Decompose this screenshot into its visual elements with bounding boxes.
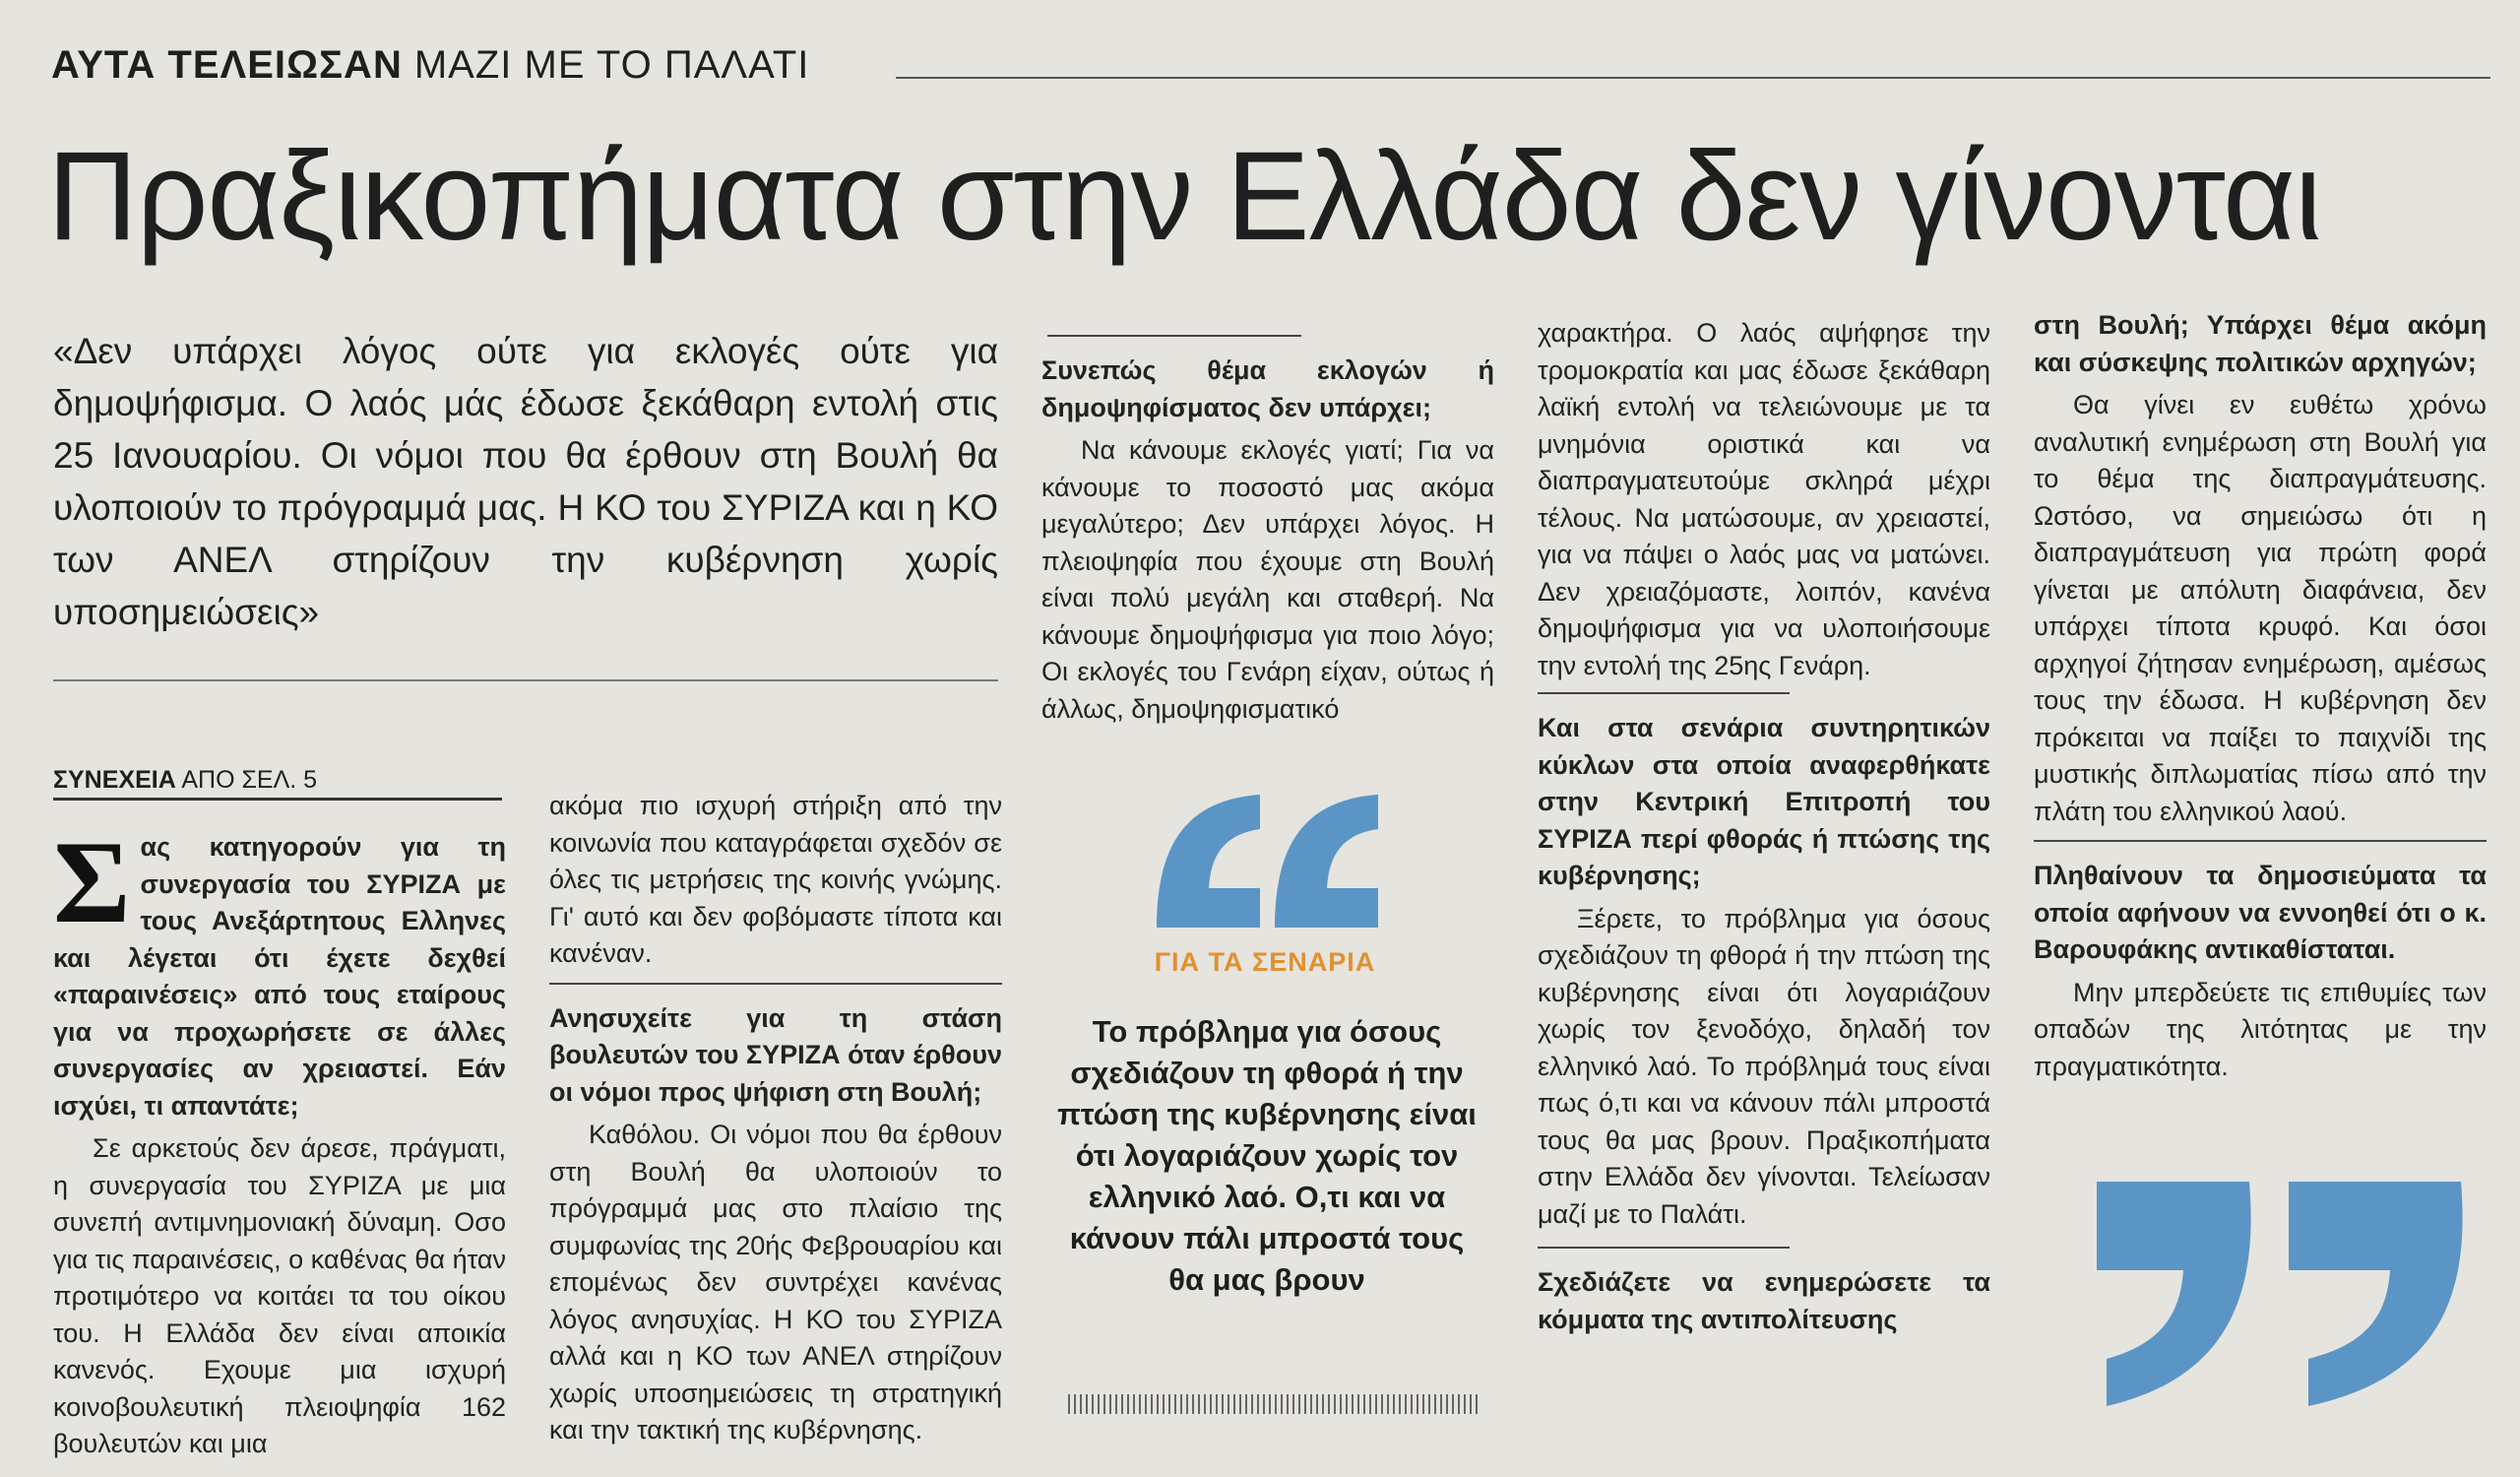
column-2 xyxy=(549,788,1002,1457)
column-3 xyxy=(1041,335,1494,736)
dropcap: Σ xyxy=(53,816,131,947)
section-kicker xyxy=(51,43,809,88)
headline: Πραξικοπήματα στην Ελλάδα δεν γίνονται xyxy=(47,126,2322,267)
deck-rule xyxy=(53,679,998,681)
kicker-rule xyxy=(896,77,2490,79)
pullquote-label: ΓΙΑ ΤΑ ΣΕΝΑΡΙΑ xyxy=(1154,947,1376,977)
close-quote-mark-right xyxy=(2289,1182,2463,1406)
continuation-word: ΣΥΝΕΧΕΙΑ xyxy=(53,766,176,794)
question-5: Σχεδιάζετε να ενημερώσετε τα κόμματα της αντιπολίτευσης xyxy=(1538,1267,1990,1334)
continuation-label xyxy=(53,766,317,795)
continuation-page: ΑΠΟ ΣΕΛ. 5 xyxy=(181,766,318,794)
question-3: Συνεπώς θέμα εκλογών ή δημοψηφίσματος δεν υπάρχει; xyxy=(1041,355,1494,422)
divider xyxy=(1538,692,1790,694)
answer-4: Ξέρετε, το πρόβλημα για όσους σχεδιάζουν τη φθορά ή την πτώση της κυβέρνησης είναι ότι λογαριάζουν χωρίς τον ξενοδόχο, δηλαδή τον ελληνικό λαό. Το πρόβλημά τους είναι πως ό,τι και να κάνουν πάλι μπροστά τους θα μας βρουν. Πραξικοπήματα στην Ελλάδα δεν γίνονται. Τελείωσαν μαζί με το Παλάτι. xyxy=(1538,903,1990,1229)
close-quote-icon xyxy=(2087,1182,2471,1408)
answer-2: Καθόλου. Οι νόμοι που θα έρθουν στη Βουλή θα υλοποιούν το πρόγραμμά μας στο πλαίσιο της συμφωνίας της 20ής Φεβρουαρίου και επομένως δεν συντρέχει κανένας λόγος ανησυχίας. Η ΚΟ του ΣΥΡΙΖΑ αλλά και η ΚΟ των ΑΝΕΛ στηρίζουν χωρίς υποσημειώσεις τη στρατηγική και την τακτική της κυβέρνησης. xyxy=(549,1120,1002,1445)
divider xyxy=(549,983,1002,985)
continuation-rule xyxy=(53,798,502,801)
question-1 xyxy=(53,816,506,1124)
open-quote-icon xyxy=(1152,780,1388,928)
pullquote-bar xyxy=(1068,1394,1481,1414)
close-quote-mark-left xyxy=(2097,1182,2251,1406)
question-4: Και στα σενάρια συντηρητικών κύκλων στα οποία αναφερθήκατε στην Κεντρική Επιτροπή του ΣΥΡΙΖΑ περί φθοράς ή πτώσης της κυβέρνησης; xyxy=(1538,713,1990,890)
answer-1-continued: ακόμα πιο ισχυρή στήριξη από την κοινωνία που καταγράφεται σχεδόν σε όλες τις μετρήσεις της κοινής γνώμης. Γι' αυτό και δεν φοβόμαστε τίποτα και κανέναν. xyxy=(549,791,1002,968)
question-1-text: ας κατηγορούν για τη συνεργασία του ΣΥΡΙΖΑ με τους Ανεξάρτητους Ελληνες και λέγεται ότι έχετε δεχθεί «παραινέσεις» από τους εταίρους για να προχωρήσετε σε άλλες συνεργασίες αν χρειαστεί. Εάν ισχύει, τι απαντάτε; xyxy=(53,832,506,1121)
divider xyxy=(1047,335,1301,337)
answer-3: Να κάνουμε εκλογές γιατί; Για να κάνουμε το ποσοστό μας ακόμα μεγαλύτερο; Δεν υπάρχει λόγος. Η πλειοψηφία που έχουμε στη Βουλή είναι πολύ μεγάλη και σταθερή. Να κάνουμε δημοψήφισμα για ποιο λόγο; Οι εκλογές του Γενάρη είχαν, ούτως ή άλλως, δημοψηφισματικό xyxy=(1041,435,1494,724)
open-quote-mark-right xyxy=(1275,795,1378,928)
answer-6: Μην μπερδεύετε τις επιθυμίες των οπαδών της λιτότητας με την πραγματικότητα. xyxy=(2034,977,2487,1081)
divider xyxy=(2034,840,2487,842)
pullquote-text: Το πρόβλημα για όσους σχεδιάζουν τη φθορά ή την πτώση της κυβέρνησης είναι ότι λογαριάζουν χωρίς τον ελληνικό λαό. Ο,τι και να κάνουν πάλι μπροστά τους θα μας βρουν xyxy=(1057,1014,1477,1297)
column-1 xyxy=(53,816,506,1471)
column-5 xyxy=(2034,307,2487,1093)
answer-1: Σε αρκετούς δεν άρεσε, πράγματι, η συνεργασία του ΣΥΡΙΖΑ με μια συνεπή αντιμνημονιακή δύναμη. Οσο για τις παραινέσεις, ο καθένας θα ήταν προτιμότερο να κοιτάει τα του οίκου του. Η Ελλάδα δεν είναι αποικία κανενός. Εχουμε μια ισχυρή κοινοβουλευτική πλειοψηφία 162 βουλευτών και μια xyxy=(53,1133,506,1458)
question-6: Πληθαίνουν τα δημοσιεύματα τα οποία αφήνουν να εννοηθεί ότι ο κ. Βαρουφάκης αντικαθίσταται. xyxy=(2034,861,2487,964)
column-4 xyxy=(1538,315,1990,1344)
answer-5: Θα γίνει εν ευθέτω χρόνω αναλυτική ενημέρωση στη Βουλή για το θέμα της διαπραγμάτευσης. Ωστόσο, να σημειώσω ότι η διαπραγμάτευση για πρώτη φορά γίνεται με απόλυτη διαφάνεια, δεν υπάρχει τίποτα κρυφό. Και όσοι αρχηγοί ζήτησαν ενημέρωση, αμέσως τους την έδωσα. Η κυβέρνηση δεν πρόκειται να παίξει το παιχνίδι της μυστικής διπλωματίας πίσω από την πλάτη του ελληνικού λαού. xyxy=(2034,390,2487,826)
kicker-bold: ΑΥΤΑ ΤΕΛΕΙΩΣΑΝ xyxy=(51,43,403,87)
deck-quote: «Δεν υπάρχει λόγος ούτε για εκλογές ούτε για δημοψήφισμα. Ο λαός μάς έδωσε ξεκάθαρη εντολή στις 25 Ιανουαρίου. Οι νόμοι που θα έρθουν στη Βουλή θα υλοποιούν το πρόγραμμά μας. Η ΚΟ του ΣΥΡΙΖΑ και η ΚΟ των ΑΝΕΛ στηρίζουν την κυβέρνηση χωρίς υποσημειώσεις» xyxy=(53,331,998,632)
question-5-continued: στη Βουλή; Υπάρχει θέμα ακόμη και σύσκεψης πολιτικών αρχηγών; xyxy=(2034,310,2487,377)
kicker-rest: ΜΑΖΙ ΜΕ ΤΟ ΠΑΛΑΤΙ xyxy=(413,43,810,87)
question-2: Ανησυχείτε για τη στάση βουλευτών του ΣΥΡΙΖΑ όταν έρθουν οι νόμοι προς ψήφιση στη Βουλή; xyxy=(549,1002,1002,1107)
open-quote-mark-left xyxy=(1157,795,1260,928)
divider xyxy=(1538,1247,1790,1249)
answer-3-continued: χαρακτήρα. Ο λαός αψήφησε την τρομοκρατία και μας έδωσε ξεκάθαρη λαϊκή εντολή να τελειώνουμε με τα μνημόνια οριστικά και να διαπραγματευτούμε σκληρά μέχρι τέλους. Να ματώσουμε, αν χρειαστεί, για να πάψει ο λαός μας να ματώνει. Δεν χρειαζόμαστε, λοιπόν, κανένα δημοψήφισμα για να υλοποιήσουμε την εντολή της 25ης Γενάρη. xyxy=(1538,318,1990,680)
